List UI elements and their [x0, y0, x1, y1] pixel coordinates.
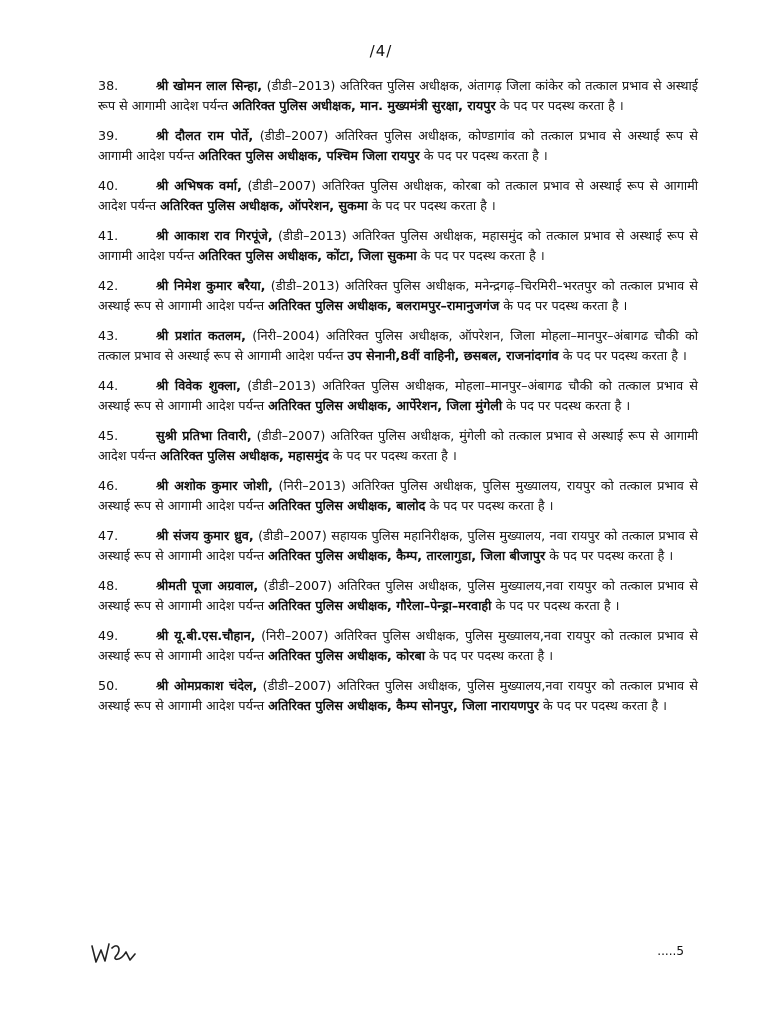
entry-text: (डीडी–2013) अतिरिक्त पुलिस अधीक्षक, मनेन्द्रगढ़–चिरमिरी–भरतपुर को तत्काल प्रभाव से अस्थाई रूप से आगामी आदेश पर्यन्त — [98, 278, 698, 313]
order-entry — [98, 76, 698, 116]
entry-text: (डीडी–2007) अतिरिक्त पुलिस अधीक्षक, कोण्डागांव को तत्काल प्रभाव से अस्थाई रूप से आगामी आदेश पर्यन्त — [98, 128, 699, 163]
entry-text-end: के पद पर पदस्थ करता है । — [491, 598, 620, 613]
posting-title: अतिरिक्त पुलिस अधीक्षक, कैम्प, तारलागुडा, जिला बीजापुर — [268, 548, 546, 563]
order-entry — [98, 576, 698, 616]
entry-text: (डीडी–2007) अतिरिक्त पुलिस अधीक्षक, पुलिस मुख्यालय,नवा रायपुर को तत्काल प्रभाव से अस्थाई रूप से आगामी आदेश पर्यन्त — [98, 678, 698, 713]
officer-name: श्री यू.बी.एस.चौहान, — [156, 628, 256, 643]
entry-text-end: के पद पर पदस्थ करता है । — [425, 498, 554, 513]
entry-number: 43. — [98, 328, 119, 343]
entry-number: 45. — [98, 428, 119, 443]
posting-title: अतिरिक्त पुलिस अधीक्षक, आर्पेरेशन, जिला मुंगेली — [268, 398, 503, 413]
entry-text-end: के पद पर पदस्थ करता है । — [495, 98, 624, 113]
entry-text: (डीडी–2007) अतिरिक्त पुलिस अधीक्षक, पुलिस मुख्यालय,नवा रायपुर को तत्काल प्रभाव से अस्थाई रूप से आगामी आदेश पर्यन्त — [98, 578, 698, 613]
posting-title: अतिरिक्त पुलिस अधीक्षक, बालोद — [268, 498, 426, 513]
posting-title: उप सेनानी,8वीं वाहिनी, छसबल, राजनांदगांव — [347, 348, 559, 363]
order-entries — [98, 76, 698, 726]
entry-text: (डीडी–2007) सहायक पुलिस महानिरीक्षक, पुलिस मुख्यालय, नवा रायपुर को तत्काल प्रभाव से अस्थाई रूप से आगामी आदेश पर्यन्त — [98, 528, 698, 563]
page-number: /4/ — [369, 42, 393, 60]
order-entry — [98, 176, 698, 216]
officer-name: श्रीमती पूजा अग्रवाल, — [156, 578, 259, 593]
continued-marker: .....5 — [657, 944, 684, 958]
entry-number: 47. — [98, 528, 119, 543]
posting-title: अतिरिक्त पुलिस अधीक्षक, ऑपरेशन, सुकमा — [160, 198, 368, 213]
order-entry — [98, 526, 698, 566]
entry-text-end: के पद पर पदस्थ करता है । — [545, 548, 674, 563]
entry-number: 40. — [98, 178, 119, 193]
entry-text-end: के पद पर पदस्थ करता है । — [416, 248, 545, 263]
order-entry — [98, 676, 698, 716]
officer-name: श्री विवेक शुक्ला, — [156, 378, 241, 393]
entry-text: (निरी–2013) अतिरिक्त पुलिस अधीक्षक, पुलिस मुख्यालय, रायपुर को तत्काल प्रभाव से अस्थाई रूप से आगामी आदेश पर्यन्त — [98, 478, 698, 513]
officer-name: श्री ओमप्रकाश चंदेल, — [156, 678, 258, 693]
posting-title: अतिरिक्त पुलिस अधीक्षक, कोंटा, जिला सुकमा — [198, 248, 417, 263]
entry-text-end: के पद पर पदस्थ करता है । — [425, 648, 554, 663]
entry-text: (डीडी–2007) अतिरिक्त पुलिस अधीक्षक, मुंगेली को तत्काल प्रभाव से अस्थाई रूप से आगामी आदेश पर्यन्त — [98, 428, 698, 463]
entry-text-end: के पद पर पदस्थ करता है । — [419, 148, 548, 163]
posting-title: अतिरिक्त पुलिस अधीक्षक, बलरामपुर–रामानुजगंज — [268, 298, 500, 313]
officer-name: श्री दौलत राम पोर्ते, — [156, 128, 254, 143]
entry-number: 49. — [98, 628, 119, 643]
entry-text: (निरी–2004) अतिरिक्त पुलिस अधीक्षक, ऑपरेशन, जिला मोहला–मानपुर–अंबागढ चौकी को तत्काल प्रभाव से अस्थाई रूप से आगामी आदेश पर्यन्त — [98, 328, 698, 363]
order-entry — [98, 276, 698, 316]
entry-number: 39. — [98, 128, 119, 143]
order-entry — [98, 126, 698, 166]
entry-number: 44. — [98, 378, 119, 393]
entry-text-end: के पद पर पदस्थ करता है । — [538, 698, 667, 713]
entry-text: (डीडी–2013) अतिरिक्त पुलिस अधीक्षक, अंतागढ़ जिला कांकेर को तत्काल प्रभाव से अस्थाई रूप से आगामी आदेश पर्यन्त — [98, 78, 698, 113]
order-entry — [98, 626, 698, 666]
entry-text-end: के पद पर पदस्थ करता है । — [367, 198, 496, 213]
posting-title: अतिरिक्त पुलिस अधीक्षक, मान. मुख्यमंत्री सुरक्षा, रायपुर — [232, 98, 496, 113]
entry-number: 50. — [98, 678, 119, 693]
order-entry — [98, 426, 698, 466]
entry-text: (निरी–2007) अतिरिक्त पुलिस अधीक्षक, पुलिस मुख्यालय,नवा रायपुर को तत्काल प्रभाव से अस्थाई रूप से आगामी आदेश पर्यन्त — [98, 628, 699, 663]
posting-title: अतिरिक्त पुलिस अधीक्षक, महासमुंद — [160, 448, 329, 463]
officer-name: श्री आकाश राव गिरपूंजे, — [156, 228, 273, 243]
entry-text-end: के पद पर पदस्थ करता है । — [328, 448, 457, 463]
officer-name: श्री अभिषक वर्मा, — [156, 178, 242, 193]
entry-text: (डीडी–2013) अतिरिक्त पुलिस अधीक्षक, मोहला–मानपुर–अंबागढ चौकी को तत्काल प्रभाव से अस्थाई रूप से आगामी आदेश पर्यन्त — [98, 378, 698, 413]
entry-number: 48. — [98, 578, 119, 593]
handwritten-initials — [88, 938, 138, 968]
entry-number: 46. — [98, 478, 119, 493]
officer-name: श्री खोमन लाल सिन्हा, — [156, 78, 263, 93]
officer-name: श्री निमेश कुमार बरैया, — [156, 278, 266, 293]
entry-text-end: के पद पर पदस्थ करता है । — [502, 398, 631, 413]
posting-title: अतिरिक्त पुलिस अधीक्षक, कोरबा — [268, 648, 425, 663]
officer-name: श्री संजय कुमार ध्रुव, — [156, 528, 254, 543]
order-entry — [98, 376, 698, 416]
posting-title: अतिरिक्त पुलिस अधीक्षक, गौरेला–पेन्ड्रा–मरवाही — [268, 598, 492, 613]
officer-name: श्री प्रशांत कतलम, — [156, 328, 246, 343]
entry-text: (डीडी–2007) अतिरिक्त पुलिस अधीक्षक, कोरबा को तत्काल प्रभाव से अस्थाई रूप से आगामी आदेश पर्यन्त — [98, 178, 698, 213]
entry-text-end: के पद पर पदस्थ करता है । — [499, 298, 628, 313]
posting-title: अतिरिक्त पुलिस अधीक्षक, कैम्प सोनपुर, जिला नारायणपुर — [268, 698, 539, 713]
order-entry — [98, 476, 698, 516]
entry-number: 41. — [98, 228, 119, 243]
officer-name: श्री अशोक कुमार जोशी, — [156, 478, 273, 493]
entry-text: (डीडी–2013) अतिरिक्त पुलिस अधीक्षक, महासमुंद को तत्काल प्रभाव से अस्थाई रूप से आगामी आदेश पर्यन्त — [98, 228, 698, 263]
order-entry — [98, 226, 698, 266]
entry-text-end: के पद पर पदस्थ करता है । — [558, 348, 687, 363]
entry-number: 38. — [98, 78, 119, 93]
order-entry — [98, 326, 698, 366]
officer-name: सुश्री प्रतिभा तिवारी, — [156, 428, 252, 443]
entry-number: 42. — [98, 278, 119, 293]
posting-title: अतिरिक्त पुलिस अधीक्षक, पश्चिम जिला रायपुर — [198, 148, 420, 163]
